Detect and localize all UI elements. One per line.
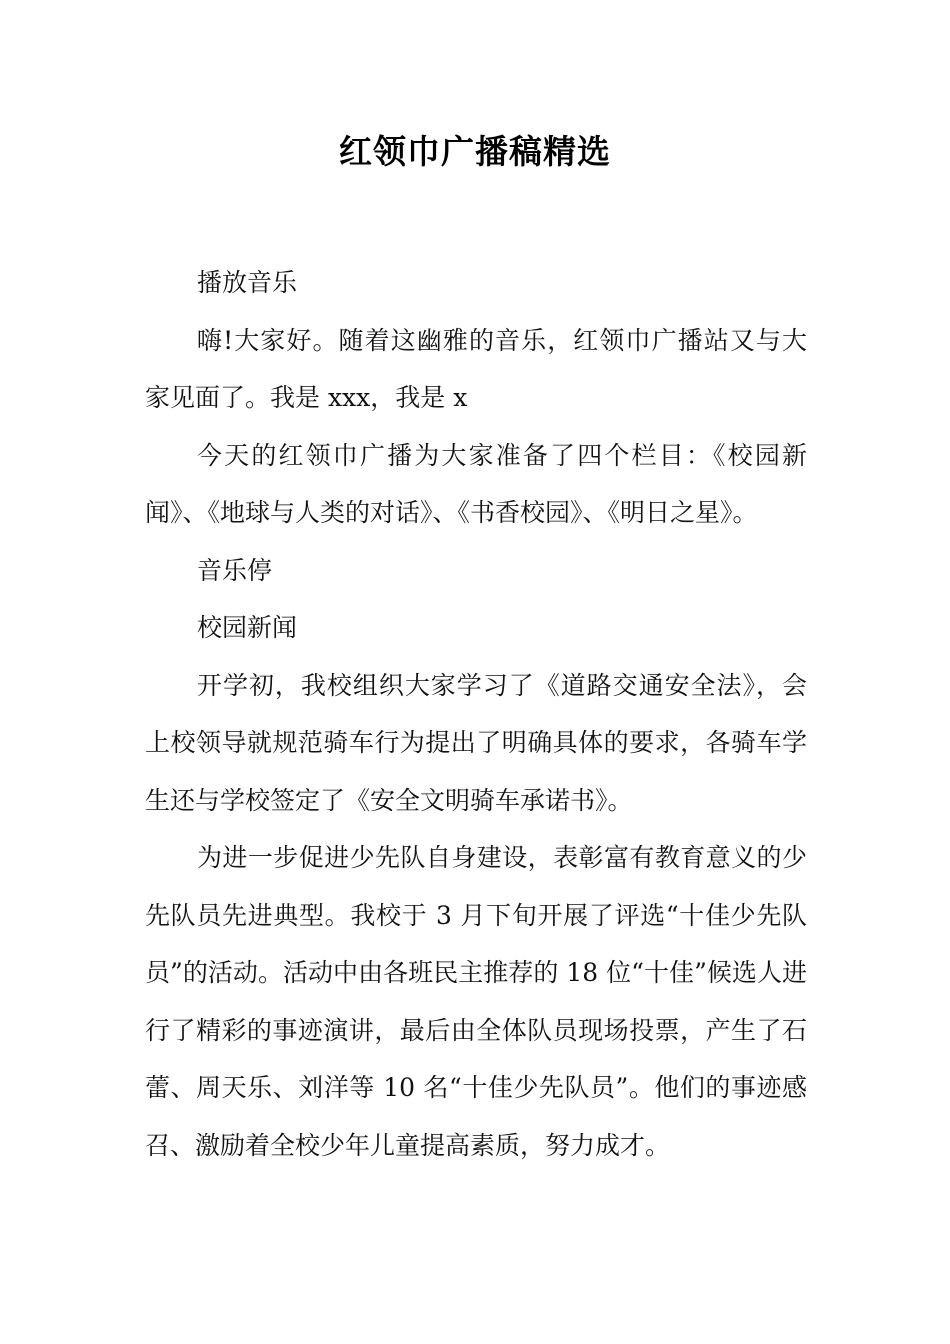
paragraph-greeting: 嗨!大家好。随着这幽雅的音乐，红领巾广播站又与大家见面了。我是 xxx，我是 x: [145, 325, 807, 412]
paragraph-program-intro: 今天的红领巾广播为大家准备了四个栏目：《校园新闻》、《地球与人类的对话》、《书香校园》、《明日之星》。: [145, 440, 807, 527]
document-title: 红领巾广播稿精选: [339, 132, 611, 171]
paragraph-top-ten-pioneers-news: 为进一步促进少先队自身建设，表彰富有教育意义的少先队员先进典型。我校于 3 月下旬开展了评选“十佳少先队员”的活动。活动中由各班民主推荐的 18 位“十佳”候选人进行了精彩的事迹演讲，最后由全体队员现场投票，产生了石蕾、周天乐、刘洋等 10 名“十佳少先队员”。他们的事迹感召、激励着全校少年儿童提高素质，努力成才。: [145, 843, 807, 1160]
paragraph-music-stop: 音乐停: [197, 555, 273, 585]
document-body: [145, 254, 807, 1174]
paragraph-traffic-safety-news: 开学初，我校组织大家学习了《道路交通安全法》，会上校领导就规范骑车行为提出了明确具体的要求，各骑车学生还与学校签定了《安全文明骑车承诺书》。: [145, 670, 807, 815]
paragraph-section-heading: 校园新闻: [197, 613, 298, 642]
paragraph-play-music: 播放音乐: [197, 268, 298, 297]
